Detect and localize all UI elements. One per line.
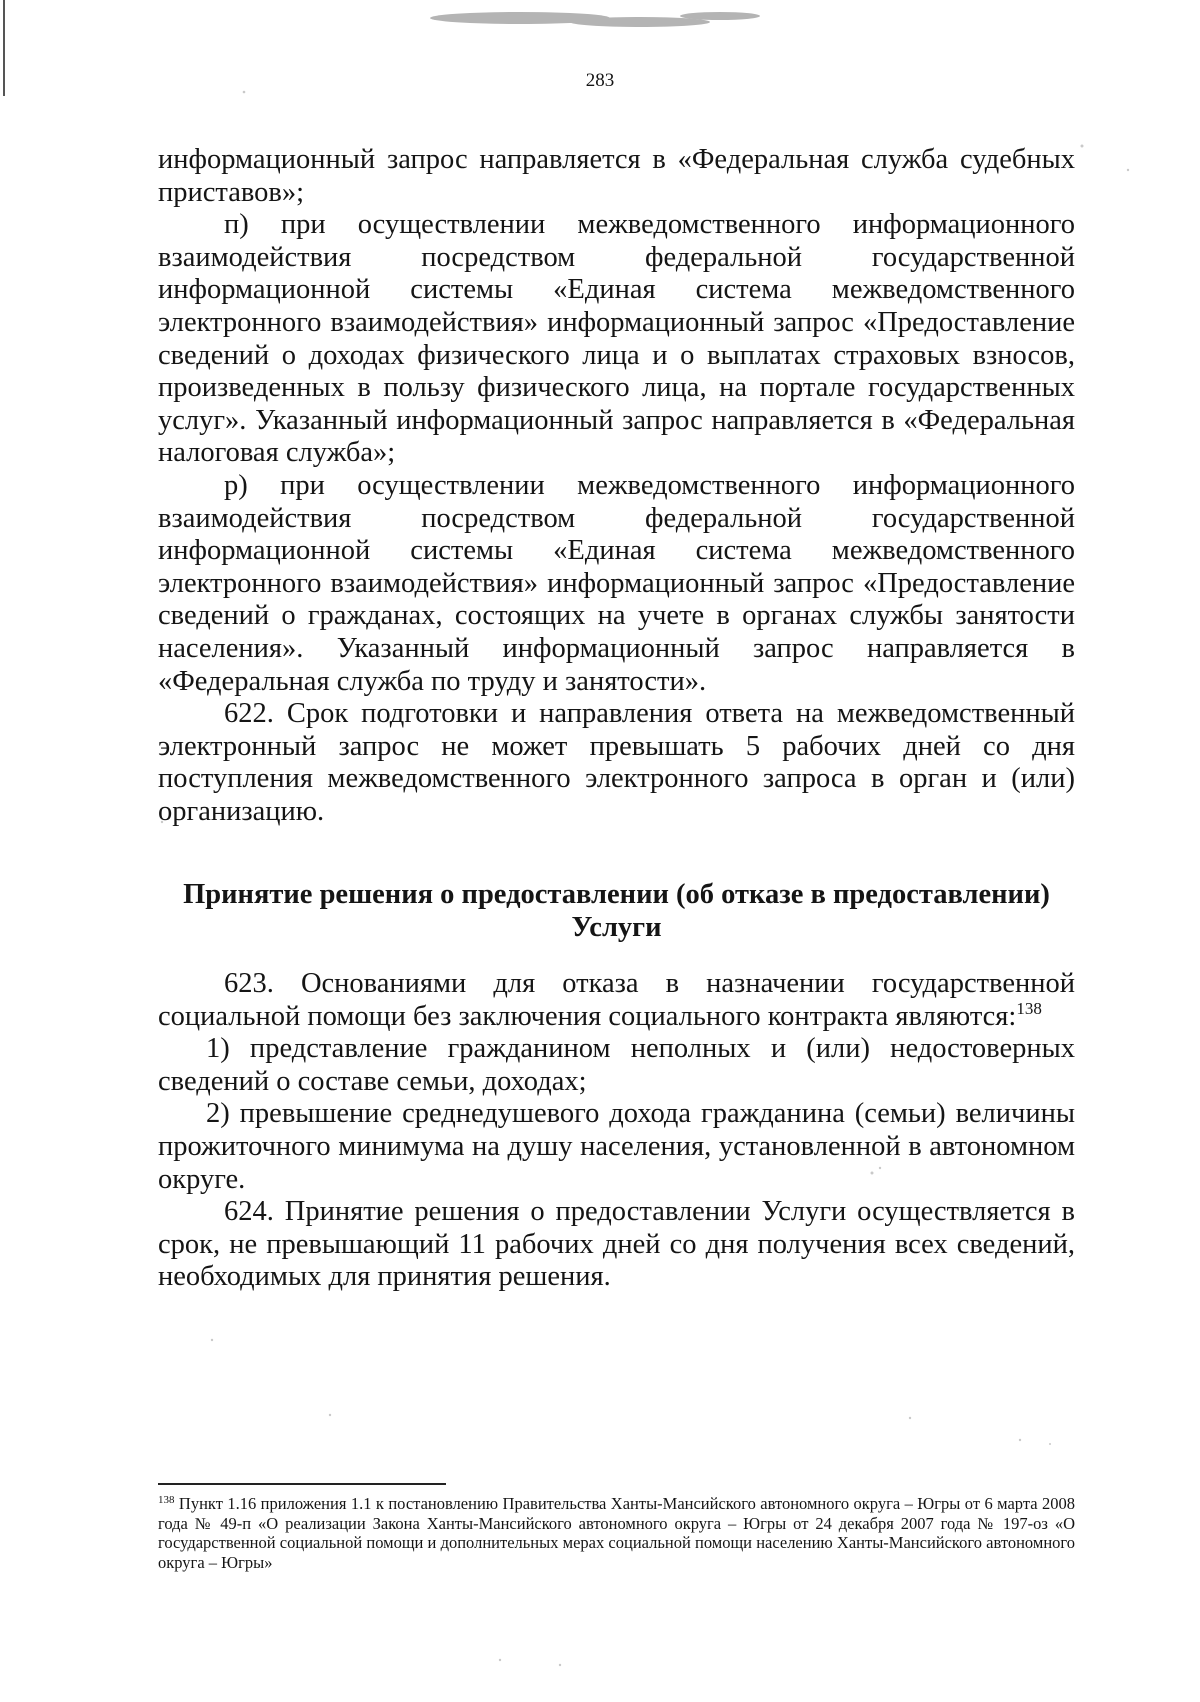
section-body [158,968,1075,1294]
paragraph-624: 624. Принятие решения о предоставлении Услуги осуществляется в срок, не превышающий 11 рабочих дней со дня получения всех сведений, необходимых для принятия решения. [158,1196,1075,1293]
paragraph-622: 622. Срок подготовки и направления ответа на межведомственный электронный запрос не может превышать 5 рабочих дней со дня поступления межведомственного электронного запроса в орган и (или) организацию. [158,698,1075,827]
page-number: 283 [585,70,615,91]
paragraph-bailiffs-request: информационный запрос направляется в «Федеральная служба судебных приставов»; [158,144,1075,208]
footnote-text: Пункт 1.16 приложения 1.1 к постановлению Правительства Ханты-Мансийского автономного округа – Югры от 6 марта 2008 года № 49-п «О реализации Закона Ханты-Мансийского автономного округа – Югры от 24 декабря 2007 года № 197-оз «О государственной социальной помощи и дополнительных мерах социальной помощи населению Ханты-Мансийского автономного округа – Югры» [158,1494,1075,1572]
section-heading [158,878,1075,944]
list-item-1: 1) представление гражданином неполных и (или) недостоверных сведений о составе семьи, доходах; [158,1033,1075,1097]
body-text [158,144,1075,828]
paragraph-item-p: п) при осуществлении межведомственного информационного взаимодействия посредством федеральной государственной информационной системы «Единая система межведомственного электронного взаимодействия» информационный запрос «Предоставление сведений о доходах физического лица и о выплатах страховых взносов, произведенных в пользу физического лица, на портале государственных услуг». Указанный информационный запрос направляется в «Федеральная налоговая служба»; [158,209,1075,469]
paragraph-623 [158,968,1075,1033]
footnote-separator [158,1483,446,1485]
paragraph-item-r: р) при осуществлении межведомственного информационного взаимодействия посредством федеральной государственной информационной системы «Единая система межведомственного электронного взаимодействия» информационный запрос «Предоставление сведений о гражданах, состоящих на учете в органах службы занятости населения». Указанный информационный запрос направляется в «Федеральная служба по труду и занятости». [158,469,1075,697]
list-item-2: 2) превышение среднедушевого дохода гражданина (семьи) величины прожиточного минимума на душу населения, установленной в автономном округе. [158,1098,1075,1195]
footnote [158,1494,1075,1572]
paragraph-623-text: 623. Основаниями для отказа в назначении государственной социальной помощи без заключения социального контракта являются: [158,968,1075,1032]
section-heading-line-1: Принятие решения о предоставлении (об отказе в предоставлении) [183,879,1050,910]
section-heading-line-2: Услуги [571,912,662,943]
footnote-marker: 138 [158,1494,175,1506]
footnote-reference: 138 [1016,998,1042,1018]
